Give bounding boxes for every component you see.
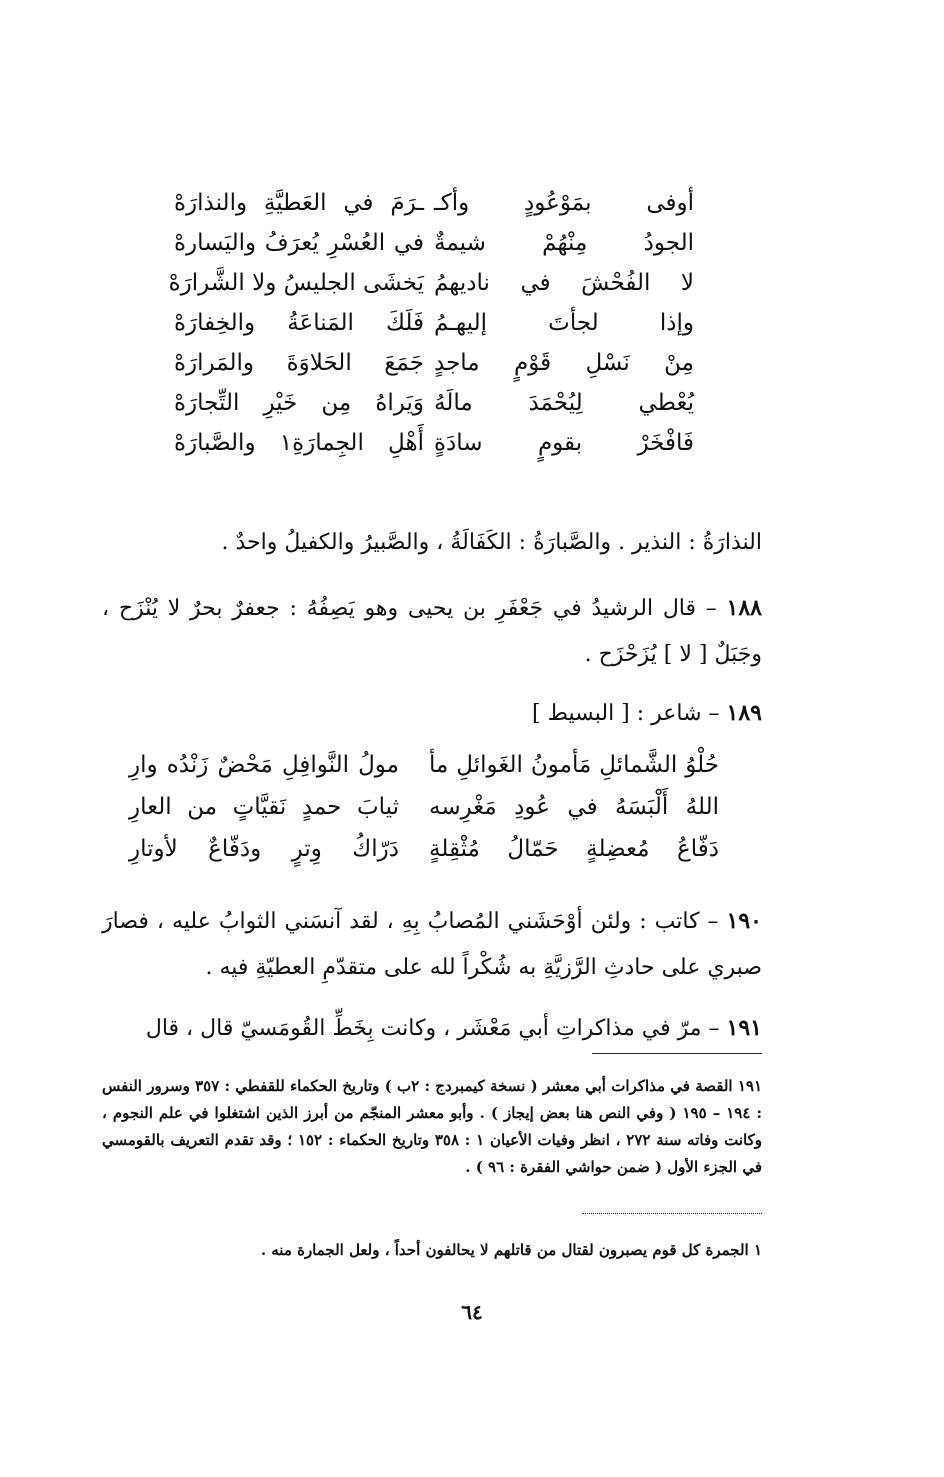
verse-first-hemistich: أوفى بمَوْعُودٍ وأكـ	[434, 190, 694, 216]
poem-block-1	[168, 190, 694, 470]
verse-second-hemistich: وَيَراهُ مِن خَيْرِ التِّجارَهْ	[174, 390, 424, 416]
verse-first-hemistich: يُعْطي لِيُحْمَدَ مالَهُ	[434, 390, 694, 416]
paragraph-188	[102, 585, 762, 678]
footnote-191: ١٩١ القصة في مذاكرات أبي معشر ( نسخة كيمبردج : ٢ب ) وتاريخ الحكماء للقفطي : ٣٥٧ وسرور النفس : ١٩٤ – ١٩٥ ( وفي النص هنا بعض إيجاز ) . وأبو معشر المنجّم من أبرز الذين اشتغلوا في علم النجوم ، وكانت وفاته سنة ٢٧٢ ، انظر وفيات الأعيان ١ : ٣٥٨ وتاريخ الحكماء : ١٥٢ ؛ وقد تقدم التعريف بالقومسي في الجزء الأول ( ضمن حواشي الفقرة : ٩٦ ) .	[102, 1077, 763, 1176]
verse-second-hemistich: جَمَعَ الحَلاوَةَ والمَرارَهْ	[174, 350, 424, 376]
footnote-separator	[592, 1053, 762, 1054]
verse-second-hemistich: ثيابَ حمدٍ نَقيَّاتٍ من العارِ	[129, 794, 399, 820]
dotted-separator	[582, 1213, 762, 1214]
verse-line	[174, 310, 694, 350]
verse-second-hemistich: ـرَمَ في العَطيَّةِ والنذارَهْ	[174, 190, 424, 216]
footnote-1: ١ الجمرة كل قوم يصبرون لقتال من قاتلهم لا يحالفون أحداً ، ولعل الجمارة منه .	[260, 1241, 762, 1259]
verse-second-hemistich: فَلَكَ المَناعَةُ والخِفارَهْ	[174, 310, 424, 336]
paragraph-190	[102, 898, 762, 991]
verse-first-hemistich: لا الفُحْشَ في ناديهمُ	[434, 270, 694, 296]
verse-first-hemistich: حُلْوُ الشَّمائلِ مَأمونُ الغَوائلِ مأ	[429, 752, 719, 778]
verse-first-hemistich: مِنْ نَسْلِ قَوْمٍ ماجدٍ	[434, 350, 694, 376]
paragraph-191	[102, 1005, 762, 1052]
verse-second-hemistich: مولُ النَّوافِلِ مَحْضٌ زَنْدُه وارِ	[129, 752, 399, 778]
verse-first-hemistich: فَافْخَرْ بقومٍ سادَةٍ	[434, 430, 694, 456]
verse-first-hemistich: وإذا لجأتَ إليهـمُ	[434, 310, 694, 336]
page-number: ٦٤	[461, 1300, 483, 1324]
paragraph-number: ١٨٩	[726, 700, 762, 726]
verse-second-hemistich: في العُسْرِ يُعرَفُ واليَسارهْ	[174, 230, 424, 256]
verse-second-hemistich: أَهْلِ الجِمارَةِ١ والصَّبارَهْ	[174, 430, 424, 456]
verse-line	[174, 350, 694, 390]
verse-line	[129, 752, 719, 794]
verse-line	[129, 794, 719, 836]
paragraph-number: ١٨٨	[726, 595, 762, 621]
verse-line	[174, 230, 694, 270]
paragraph-number: ١٩١	[726, 1015, 762, 1041]
verse-line	[174, 430, 694, 470]
paragraph-189	[102, 690, 762, 737]
verse-first-hemistich: اللهُ أَلْبَسَهُ في عُودِ مَغْرِسه	[429, 794, 719, 820]
paragraph-text: – كاتب : ولئن أوْحَشَني المُصابُ بِهِ ، لقد آنسَني الثوابُ عليه ، فصارَ صبري على حادثِ الرَّزيَّةِ به شُكْراً لله على متقدّمِ العطيّةِ فيه .	[102, 909, 762, 980]
poem-block-2	[129, 752, 719, 878]
paragraph-text: – مرّ في مذاكراتِ أبي مَعْشَر ، وكانت بِخَطِّ القُومَسيّ قال ، قال	[145, 1016, 727, 1041]
verse-first-hemistich: دَفّاعُ مُعضِلةٍ حَمّالُ مُثْقِلةٍ	[429, 836, 719, 862]
paragraph-number: ١٩٠	[726, 908, 762, 934]
verse-line	[174, 390, 694, 430]
verse-first-hemistich: الجودُ مِنْهُمْ شيمةٌ	[434, 230, 694, 256]
verse-line	[168, 270, 694, 310]
gloss-note: النذارَةُ : النذير . والصَّبارَةُ : الكَفَالَةُ ، والصَّبيرُ والكفيلُ واحدٌ .	[221, 530, 762, 555]
paragraph-text: – شاعر : [ البسيط ]	[532, 701, 727, 726]
verse-second-hemistich: يَخشَى الجليسُ ولا الشَّرارَهْ	[168, 270, 424, 296]
paragraph-text: – قال الرشيدُ في جَعْفَرِ بن يحيى وهو يَصِفُهُ : جعفرٌ بحرٌ لا يُنْزَح ، وجَبَلٌ [ لا ] يُزَحْزَح .	[102, 596, 762, 667]
verse-line	[129, 836, 719, 878]
verse-second-hemistich: دَرّاكُ وِترٍ ودَفّاعٌ لأوتارِ	[129, 836, 399, 862]
verse-line	[174, 190, 694, 230]
